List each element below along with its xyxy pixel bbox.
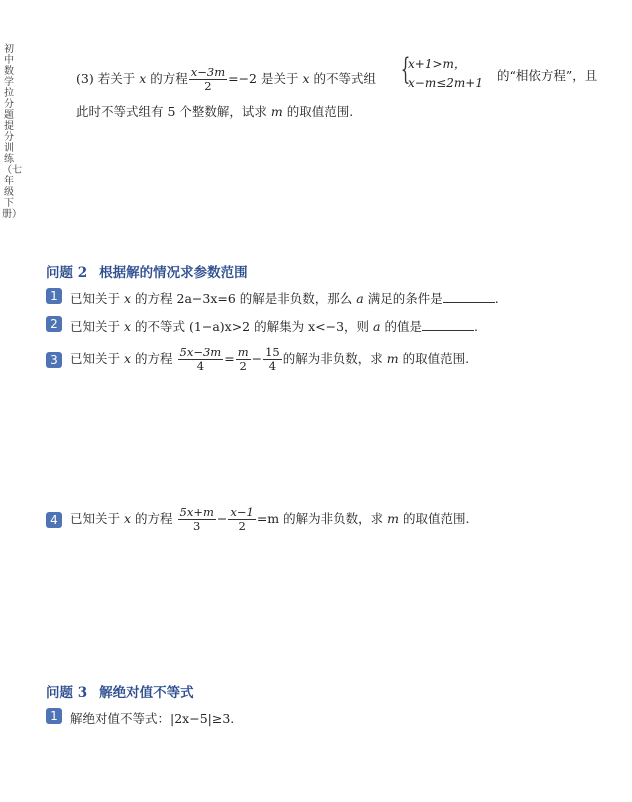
system-brace: { xyxy=(400,52,411,87)
fraction xyxy=(263,346,282,373)
var-x: x xyxy=(139,71,147,86)
var-x: x xyxy=(124,351,132,366)
question-4-text xyxy=(70,506,469,533)
text: 的解为非负数，求 xyxy=(282,351,383,366)
text: 若关于 xyxy=(97,71,136,86)
text: 的值是 xyxy=(384,319,422,334)
question-badge-1: 1 xyxy=(46,288,62,304)
fraction-numerator: 5x+m xyxy=(179,505,214,519)
text: 的方程 xyxy=(150,71,188,86)
fraction-denominator: 3 xyxy=(193,519,201,533)
question-badge-4: 4 xyxy=(46,512,62,528)
text: . xyxy=(473,319,478,334)
text: . xyxy=(494,291,499,306)
question-1-text xyxy=(70,289,499,307)
var-a: a xyxy=(373,319,381,334)
text: 的方程 2a−3x=6 的解是非负数，那么 xyxy=(135,291,353,306)
fraction-numerator: 15 xyxy=(265,345,280,359)
fraction xyxy=(178,346,224,373)
fraction-denominator: 2 xyxy=(239,359,247,373)
fraction-numerator: m xyxy=(237,345,249,359)
var-m: m xyxy=(386,351,399,366)
answer-blank[interactable] xyxy=(443,292,495,303)
text: 的方程 xyxy=(135,351,173,366)
section-heading: 解绝对值不等式 xyxy=(99,685,194,701)
var-x: x xyxy=(124,511,132,526)
inequality-system xyxy=(408,55,483,93)
fraction-denominator: 2 xyxy=(238,519,246,533)
fraction xyxy=(189,66,227,93)
section-title-problem-2 xyxy=(46,261,248,281)
fraction xyxy=(236,346,251,373)
question-3-text xyxy=(70,346,469,373)
var-a: a xyxy=(356,291,364,306)
var-x: x xyxy=(302,71,310,86)
text: 此时不等式组有 5 个整数解，试求 xyxy=(76,104,267,119)
section-number: 问题 2 xyxy=(46,265,88,281)
text: 满足的条件是 xyxy=(367,291,443,306)
problem-number: (3) xyxy=(76,71,94,86)
problem-3-line1-end: 的“相依方程”，且 xyxy=(497,68,598,83)
text: 已知关于 xyxy=(70,351,121,366)
text: − xyxy=(251,351,263,366)
system-line-1: x+1>m， xyxy=(408,57,466,71)
text: 的取值范围. xyxy=(286,104,354,119)
text: 的不等式 (1−a)x>2 的解集为 x<−3，则 xyxy=(135,319,370,334)
question-2-text xyxy=(70,317,478,335)
problem-3-line1 xyxy=(76,66,376,93)
section-title-problem-3 xyxy=(46,681,194,701)
system-line-2: x−m≤2m+1 xyxy=(408,76,483,90)
section-heading: 根据解的情况求参数范围 xyxy=(99,265,248,281)
var-m: m xyxy=(270,104,283,119)
question-badge-5: 1 xyxy=(46,708,62,724)
fraction xyxy=(178,506,216,533)
fraction-numerator: x−3m xyxy=(190,65,226,79)
answer-blank[interactable] xyxy=(422,320,474,331)
text: 已知关于 xyxy=(70,291,121,306)
text: 的方程 xyxy=(135,511,173,526)
fraction-denominator: 4 xyxy=(196,359,205,373)
text: =−2 是关于 xyxy=(228,71,299,86)
section-number: 问题 3 xyxy=(46,685,88,701)
var-x: x xyxy=(124,319,132,334)
text: 的取值范围. xyxy=(402,511,470,526)
book-title-vertical: 初中数学拉分题提分训练（七年级下册） xyxy=(2,44,22,220)
question-5-text: 解绝对值不等式：|2x−5|≥3. xyxy=(70,711,235,726)
question-badge-3: 3 xyxy=(46,352,62,368)
text: 的不等式组 xyxy=(313,71,377,86)
fraction-numerator: x−1 xyxy=(230,505,254,519)
text: − xyxy=(216,511,228,526)
fraction-denominator: 2 xyxy=(204,79,212,93)
text: = xyxy=(224,351,235,366)
problem-3-line2 xyxy=(76,102,353,120)
question-badge-2: 2 xyxy=(46,316,62,332)
var-m: m xyxy=(387,511,399,526)
fraction xyxy=(228,506,255,533)
fraction-numerator: 5x−3m xyxy=(179,345,222,359)
text: 的取值范围. xyxy=(402,351,470,366)
text: 已知关于 xyxy=(70,511,121,526)
fraction-denominator: 4 xyxy=(268,359,277,373)
text: 已知关于 xyxy=(70,319,121,334)
var-x: x xyxy=(124,291,132,306)
text: =m 的解为非负数，求 xyxy=(256,511,384,526)
